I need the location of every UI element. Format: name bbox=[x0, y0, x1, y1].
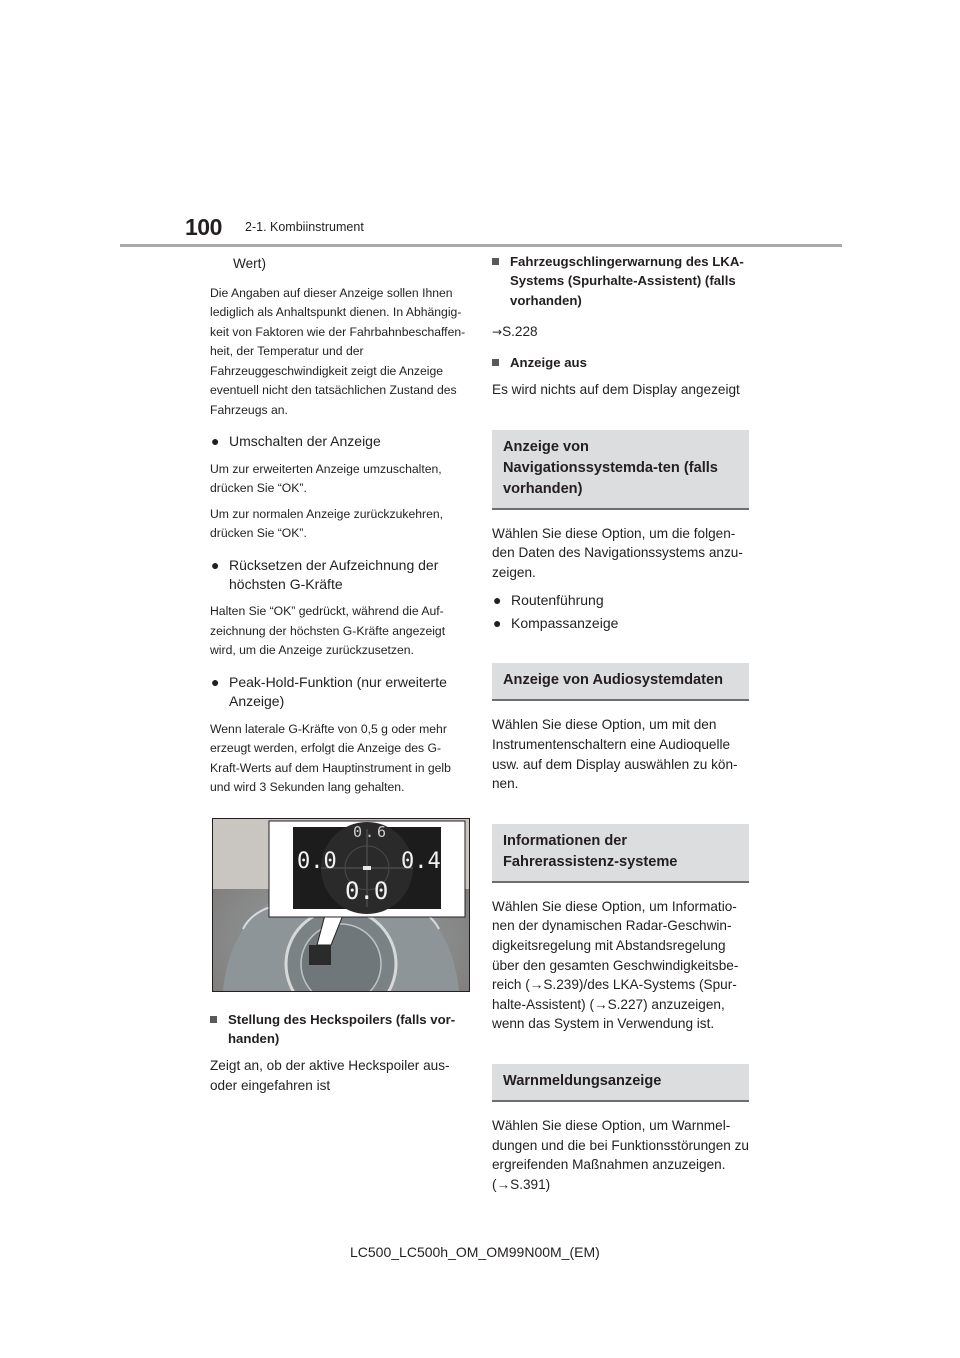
box-heading-driver-assist: Informationen der Fahrerassistenz-systeme bbox=[492, 824, 749, 883]
bullet-dot-icon: ● bbox=[493, 591, 502, 608]
heading-display-off bbox=[492, 353, 752, 372]
paragraph: Um zur normalen Anzeige zurückzukehren, drücken Sie “OK”. bbox=[210, 506, 444, 540]
heading-text: Stellung des Heckspoilers (falls vor-handen) bbox=[228, 1011, 456, 1047]
gauge-bottom-value: 0.0 bbox=[345, 876, 389, 905]
gauge-right-value: 0.4 bbox=[401, 848, 441, 874]
paragraph: Um zur erweiterten Anzeige umzuschalten, drücken Sie “OK”. bbox=[210, 461, 442, 495]
paragraph: Wählen Sie diese Option, um Warnmel-dungen und die bei Funktionsstörungen zu ergreifenden Maßnahmen anzuzeigen. (→S.391) bbox=[492, 1117, 749, 1192]
square-bullet-icon bbox=[492, 359, 499, 366]
box-heading-navigation: Anzeige von Navigationssystemda-ten (falls vorhanden) bbox=[492, 430, 749, 510]
box-heading-audio: Anzeige von Audiosystemdaten bbox=[492, 663, 749, 701]
bullet-dot-icon: ● bbox=[211, 433, 220, 450]
g-force-display-illustration bbox=[212, 818, 470, 992]
bullet-dot-icon: ● bbox=[211, 673, 220, 690]
bullet-dot-icon: ● bbox=[493, 615, 502, 631]
heading-rear-spoiler bbox=[210, 1010, 470, 1049]
gauge-left-value: 0.0 bbox=[297, 848, 337, 874]
left-column bbox=[210, 254, 470, 1104]
document-code: LC500_LC500h_OM_OM99N00M_(EM) bbox=[350, 1244, 600, 1260]
page-number: 100 bbox=[185, 214, 222, 240]
paragraph: Zeigt an, ob der aktive Heckspoiler aus- oder eingefahren ist bbox=[210, 1058, 450, 1094]
paragraph: Wählen Sie diese Option, um die folgen-den Daten des Navigationssystems anzu-zeigen. bbox=[492, 525, 743, 580]
bullet-reset-g-force bbox=[210, 556, 470, 595]
page-reference bbox=[492, 322, 752, 343]
paragraph: Wenn laterale G-Kräfte von 0,5 g oder mehr erzeugt werden, erfolgt die Anzeige des G-Kraft-Werts auf dem Hauptinstrument in gelb und wird 3 Sekunden lang gehalten. bbox=[210, 721, 451, 795]
bullet-title: Umschalten der Anzeige bbox=[229, 433, 381, 450]
header-rule bbox=[120, 244, 842, 247]
bullet-switch-display bbox=[210, 432, 470, 451]
paragraph: Wählen Sie diese Option, um mit den Instrumentenschaltern eine Audioquelle usw. auf dem Display auswählen zu kön-nen. bbox=[492, 717, 738, 792]
right-column bbox=[492, 252, 752, 1202]
bullet-title: Rücksetzen der Aufzeichnung der höchsten G-Kräfte bbox=[229, 556, 439, 592]
paragraph: Halten Sie “OK” gedrückt, während die Auf-zeichnung der höchsten G-Kräfte angezeigt wird, um die Anzeige zurückzusetzen. bbox=[210, 604, 446, 658]
bullet-peak-hold bbox=[210, 673, 470, 712]
paragraph: Es wird nichts auf dem Display angezeigt bbox=[492, 382, 740, 398]
square-bullet-icon bbox=[492, 258, 499, 265]
bullet-compass bbox=[492, 614, 752, 633]
bullet-dot-icon: ● bbox=[211, 556, 220, 573]
heading-text: Anzeige aus bbox=[510, 354, 587, 370]
page-ref-link[interactable]: S.228 bbox=[502, 324, 538, 340]
paragraph: Wählen Sie diese Option, um Informatio-nen der dynamischen Radar-Geschwin-digkeitsregelung mit Abstandsregelung über den gesamten Geschwindigkeitsbe-reich (→S.239)/des LKA-Systems (Spur-halte-Assistent) (→S.227) anzuzeigen, wenn das System in Verwendung ist. bbox=[492, 898, 739, 1032]
bullet-title: Kompassanzeige bbox=[511, 615, 619, 631]
heading-lka-warning bbox=[492, 252, 752, 310]
bullet-title: Routenführung bbox=[511, 591, 604, 608]
instrument-cluster-drawing bbox=[213, 819, 469, 991]
arrow-right-icon: → bbox=[492, 325, 503, 340]
continued-text: Wert) bbox=[233, 256, 266, 271]
gauge-top-value: 0.6 bbox=[353, 822, 390, 841]
bullet-title: Peak-Hold-Funktion (nur erweiterte Anzeige) bbox=[229, 673, 447, 710]
bullet-route-guidance bbox=[492, 591, 752, 610]
box-heading-warning-messages: Warnmeldungsanzeige bbox=[492, 1064, 749, 1102]
section-title: 2-1. Kombiinstrument bbox=[245, 220, 364, 234]
heading-text: Fahrzeugschlingerwarnung des LKA-Systems (Spurhalte-Assistent) (falls vorhanden) bbox=[510, 254, 744, 308]
square-bullet-icon bbox=[210, 1016, 217, 1023]
intro-paragraph: Die Angaben auf dieser Anzeige sollen Ihnen lediglich als Anhaltspunkt dienen. In Abhängig-keit von Faktoren wie der Fahrbahnbeschaffen-heit, der Temperatur und der Fahrzeuggeschwindigkeit zeigt die Anzeige eventuell nicht den tatsächlichen Zustand des Fahrzeugs an. bbox=[210, 285, 466, 417]
